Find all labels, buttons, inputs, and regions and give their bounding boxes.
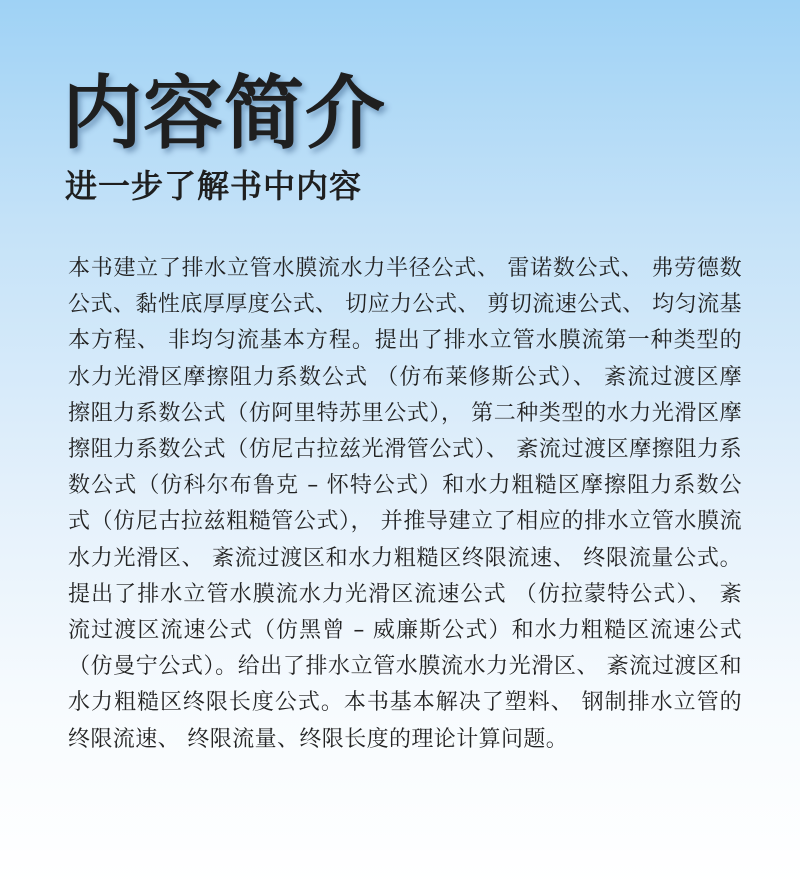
- page-title: 内容简介: [62, 67, 386, 160]
- introduction-paragraph: 本书建立了排水立管水膜流水力半径公式、 雷诺数公式、 弗劳德数公式、黏性底厚厚度公式、 切应力公式、 剪切流速公式、 均匀流基本方程、 非均匀流基本方程。提出了排水立管水膜流第一种类型的水力光滑区摩擦阻力系数公式 （仿布莱修斯公式）、 紊流过渡区摩擦阻力系数公式（仿阿里特苏里公式）， 第二种类型的水力光滑区摩擦阻力系数公式（仿尼古拉兹光滑管公式）、 紊流过渡区摩擦阻力系数公式（仿科尔布鲁克 – 怀特公式）和水力粗糙区摩擦阻力系数公式（仿尼古拉兹粗糙管公式）， 并推导建立了相应的排水立管水膜流水力光滑区、 紊流过渡区和水力粗糙区终限流速、 终限流量公式。提出了排水立管水膜流水力光滑区流速公式 （仿拉蒙特公式）、 紊流过渡区流速公式（仿黑曾 – 威廉斯公式）和水力粗糙区流速公式 （仿曼宁公式）。给出了排水立管水膜流水力光滑区、 紊流过渡区和水力粗糙区终限长度公式。本书基本解决了塑料、 钢制排水立管的终限流速、 终限流量、终限长度的理论计算问题。: [68, 256, 742, 752]
- page-subtitle: 进一步了解书中内容: [65, 167, 363, 205]
